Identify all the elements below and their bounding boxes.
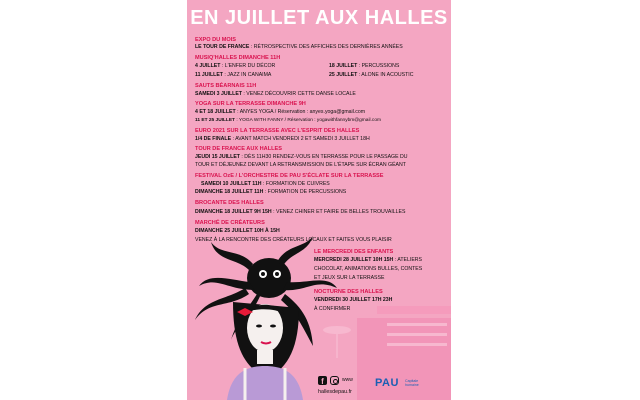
section-heading-musiq: MUSIQ'HALLES DIMANCHE 11H [195, 55, 281, 61]
musiq-item-text: : L'ENFER DU DÉCOR [220, 63, 276, 69]
brocante-line-text: : VENEZ CHINER ET FAIRE DE BELLES TROUVAILLES [271, 209, 406, 215]
pau-logo-caption [405, 379, 419, 387]
euro-line [195, 136, 370, 142]
musiq-item-bold: 25 JUILLET [329, 72, 358, 78]
musiq-item-text: : JAZZ IN CANAIMA [222, 72, 272, 78]
yoga-item-bold: 4 ET 18 JUILLET [195, 109, 236, 115]
festival-item [195, 189, 346, 195]
section-heading-nocturne: NOCTURNE DES HALLES [314, 289, 383, 295]
tour-line [195, 154, 407, 160]
section-heading-marche: MARCHÉ DE CRÉATEURS [195, 220, 265, 226]
musiq-item-bold: 4 JUILLET [195, 63, 221, 69]
musiq-item [329, 63, 399, 69]
euro-line-text: : AVANT MATCH VENDREDI 2 ET SAMEDI 3 JUILLET 18H [231, 136, 370, 142]
musiq-item [195, 63, 275, 69]
festival-item [201, 181, 330, 187]
poster-title: EN JUILLET AUX HALLES [190, 7, 448, 29]
musiq-item-bold: 11 JUILLET [195, 72, 223, 78]
yoga-item-text: : ANYES YOGA / Réservation : anyes.yoga@gmail.com [235, 109, 366, 115]
mercredi-line-text: : ATELIERS [393, 257, 423, 263]
pau-logo-caption-1: Capitale [405, 379, 419, 383]
marche-line-2: VENEZ À LA RENCONTRE DES CRÉATEURS LOCAUX ET FAITES VOUS PLAISIR [195, 237, 392, 243]
musiq-item-text: : ALONE IN ACOUSTIC [357, 72, 414, 78]
nocturne-line-1: VENDREDI 30 JUILLET 17H 23H [314, 297, 393, 303]
yoga-item-bold: 11 ET 25 JUILLET [195, 118, 235, 123]
section-heading-sauts: SAUTS BÉARNAIS 11H [195, 83, 257, 89]
section-heading-expo: EXPO DU MOIS [195, 37, 237, 43]
expo-line-text: : RÉTROSPECTIVE DES AFFICHES DES DERNIÈRES ANNÉES [249, 44, 403, 50]
section-heading-tour: TOUR DE FRANCE AUX HALLES [195, 146, 283, 152]
mercredi-line-bold: MERCREDI 28 JUILLET 10H 15H [314, 257, 394, 263]
section-heading-yoga: YOGA SUR LA TERRASSE DIMANCHE 9H [195, 101, 306, 107]
instagram-icon[interactable] [330, 376, 339, 385]
yoga-item [195, 118, 381, 123]
section-heading-brocante: BROCANTE DES HALLES [195, 200, 264, 206]
mercredi-line-2: CHOCOLAT, ANIMATIONS BULLES, CONTES [314, 266, 423, 272]
musiq-item [195, 72, 271, 78]
mercredi-line-3: ET JEUX SUR LA TERRASSE [314, 275, 385, 281]
musiq-item [329, 72, 413, 78]
www-label: www [342, 377, 353, 383]
brocante-line [195, 209, 405, 215]
pau-logo-caption-2: humaine [405, 383, 419, 387]
yoga-item-text: : YOGA WITH FANNY / Réservation : yogawithfannybm@gmail.com [235, 118, 381, 123]
mercredi-line [314, 257, 422, 263]
sauts-line [195, 91, 356, 97]
website-link[interactable]: hallesdepau.fr [318, 389, 352, 395]
nocturne-line-2: À CONFIRMER [314, 306, 351, 312]
section-heading-mercredi: LE MERCREDI DES ENFANTS [314, 249, 394, 255]
pau-logo-text: PAU [375, 377, 399, 389]
festival-item-bold: DIMANCHE 18 JUILLET 11H [195, 189, 264, 195]
section-heading-festival: FESTIVAL OzE / L'ORCHESTRE DE PAU S'ÉCLATE SUR LA TERRASSE [195, 173, 384, 179]
tour-line-2: TOUR ET DÉJEUNEZ DEVANT LA RETRANSMISSION DE L'ÉTAPE SUR ÉCRAN GÉANT [195, 162, 406, 168]
tour-line-bold: JEUDI 15 JUILLET [195, 154, 240, 160]
facebook-icon[interactable]: f [318, 376, 327, 385]
yoga-item [195, 109, 365, 115]
musiq-item-text: : PERCUSSIONS [357, 63, 400, 69]
section-heading-euro: EURO 2021 SUR LA TERRASSE AVEC L'ESPRIT DES HALLES [195, 128, 360, 134]
brocante-line-bold: DIMANCHE 18 JUILLET 9H 15H [195, 209, 272, 215]
festival-item-text: : FORMATION DE PERCUSSIONS [263, 189, 347, 195]
sauts-line-text: : VENEZ DÉCOUVRIR CETTE DANSE LOCALE [241, 91, 356, 97]
event-poster [187, 0, 451, 400]
tour-line-text: : DÈS 11H30 RENDEZ-VOUS EN TERRASSE POUR LE PASSAGE DU [239, 154, 408, 160]
euro-line-bold: 1/4 DE FINALE [195, 136, 232, 142]
expo-line-bold: LE TOUR DE FRANCE [195, 44, 250, 50]
musiq-item-bold: 18 JUILLET [329, 63, 358, 69]
marche-line-bold: DIMANCHE 25 JUILLET 10H À 15H [195, 228, 280, 234]
festival-item-text: : FORMATION DE CUIVRES [261, 181, 330, 187]
expo-line [195, 44, 403, 50]
sauts-line-bold: SAMEDI 3 JUILLET [195, 91, 242, 97]
festival-item-bold: SAMEDI 10 JUILLET 11H [201, 181, 262, 187]
